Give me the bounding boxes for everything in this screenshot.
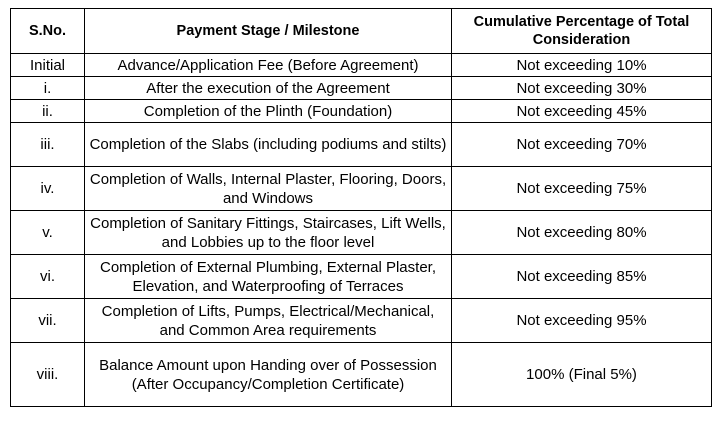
row-percentage: 100% (Final 5%): [452, 343, 712, 407]
row-percentage: Not exceeding 85%: [452, 255, 712, 299]
row-sno: vii.: [11, 299, 85, 343]
row-sno: iv.: [11, 167, 85, 211]
payment-schedule: [10, 8, 712, 407]
table-row: [11, 54, 712, 77]
row-sno: Initial: [11, 54, 85, 77]
row-sno: ii.: [11, 100, 85, 123]
table-row: [11, 123, 712, 167]
row-milestone: Advance/Application Fee (Before Agreement): [85, 54, 452, 77]
header-cumulative-percentage: Cumulative Percentage of Total Consideration: [452, 9, 712, 54]
row-milestone: Completion of External Plumbing, External Plaster, Elevation, and Waterproofing of Terraces: [85, 255, 452, 299]
row-sno: vi.: [11, 255, 85, 299]
row-percentage: Not exceeding 45%: [452, 100, 712, 123]
row-sno: v.: [11, 211, 85, 255]
row-percentage: Not exceeding 10%: [452, 54, 712, 77]
row-percentage: Not exceeding 95%: [452, 299, 712, 343]
payment-schedule-table: [10, 8, 712, 407]
table-header-row: [11, 9, 712, 54]
row-sno: i.: [11, 77, 85, 100]
row-sno: viii.: [11, 343, 85, 407]
table-row: [11, 299, 712, 343]
row-sno: iii.: [11, 123, 85, 167]
row-milestone: Completion of the Slabs (including podiums and stilts): [85, 123, 452, 167]
row-milestone: Completion of Sanitary Fittings, Staircases, Lift Wells, and Lobbies up to the floor level: [85, 211, 452, 255]
row-milestone: Completion of Lifts, Pumps, Electrical/Mechanical, and Common Area requirements: [85, 299, 452, 343]
table-row: [11, 167, 712, 211]
table-row: [11, 211, 712, 255]
row-milestone: Balance Amount upon Handing over of Possession (After Occupancy/Completion Certificate): [85, 343, 452, 407]
header-payment-stage: Payment Stage / Milestone: [85, 9, 452, 54]
row-percentage: Not exceeding 75%: [452, 167, 712, 211]
row-percentage: Not exceeding 70%: [452, 123, 712, 167]
row-milestone: Completion of the Plinth (Foundation): [85, 100, 452, 123]
table-row: [11, 255, 712, 299]
table-row: [11, 343, 712, 407]
table-row: [11, 100, 712, 123]
row-percentage: Not exceeding 30%: [452, 77, 712, 100]
header-sno: S.No.: [11, 9, 85, 54]
row-percentage: Not exceeding 80%: [452, 211, 712, 255]
table-row: [11, 77, 712, 100]
row-milestone: Completion of Walls, Internal Plaster, Flooring, Doors, and Windows: [85, 167, 452, 211]
row-milestone: After the execution of the Agreement: [85, 77, 452, 100]
